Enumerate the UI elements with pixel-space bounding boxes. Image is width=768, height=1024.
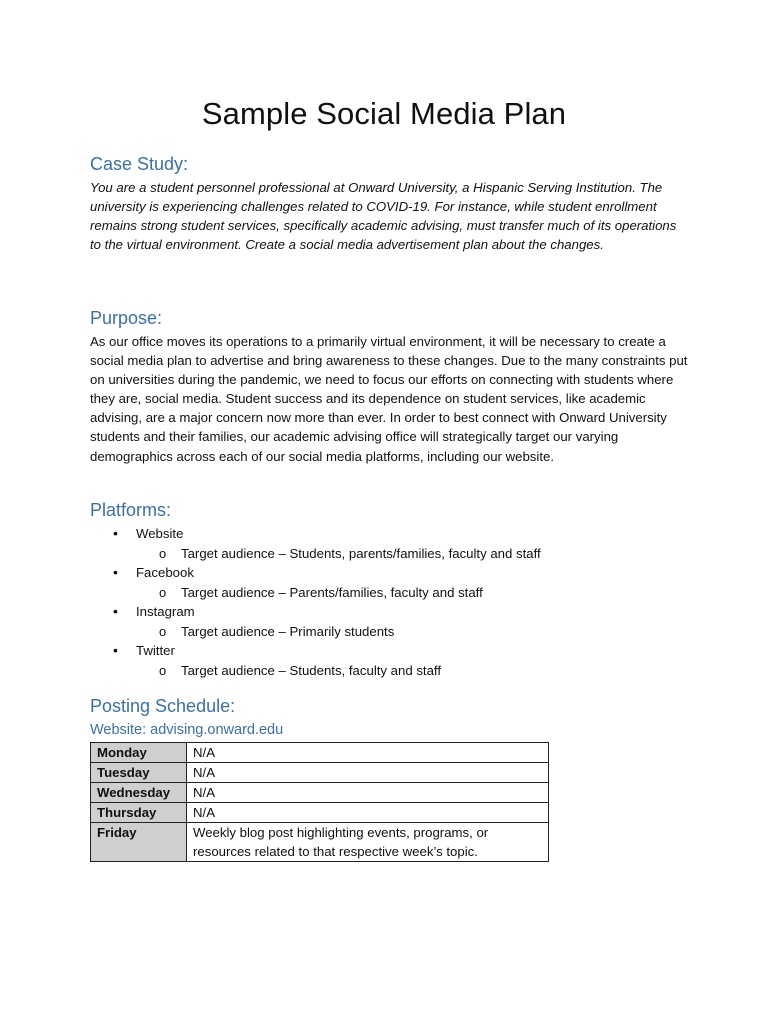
platform-name: Website bbox=[136, 526, 184, 541]
list-item bbox=[90, 622, 690, 642]
platform-name: Facebook bbox=[136, 565, 194, 580]
bullet-icon: • bbox=[113, 603, 118, 619]
platform-audience: Target audience – Parents/families, faculty and staff bbox=[181, 584, 483, 600]
platform-audience: Target audience – Students, parents/families, faculty and staff bbox=[181, 545, 541, 561]
day-cell: Friday bbox=[91, 823, 187, 862]
platform-name: Instagram bbox=[136, 604, 195, 619]
document-title: Sample Social Media Plan bbox=[201, 96, 567, 131]
sub-bullet-icon: o bbox=[159, 584, 167, 600]
list-item bbox=[90, 524, 690, 544]
table-row bbox=[91, 803, 549, 823]
day-cell: Thursday bbox=[91, 803, 187, 823]
day-cell: Wednesday bbox=[91, 783, 187, 803]
value-cell: N/A bbox=[187, 763, 549, 783]
purpose-heading: Purpose: bbox=[90, 308, 163, 328]
list-item bbox=[90, 583, 690, 603]
value-cell: Weekly blog post highlighting events, programs, or resources related to that respective week’s topic. bbox=[187, 823, 549, 862]
value-cell: N/A bbox=[187, 743, 549, 763]
case-study-heading: Case Study: bbox=[90, 154, 189, 174]
sub-bullet-icon: o bbox=[159, 623, 167, 639]
day-cell: Tuesday bbox=[91, 763, 187, 783]
list-item bbox=[90, 661, 690, 681]
table-row bbox=[91, 783, 549, 803]
bullet-icon: • bbox=[113, 525, 118, 541]
sub-bullet-icon: o bbox=[159, 662, 167, 678]
value-cell: N/A bbox=[187, 783, 549, 803]
platform-name: Twitter bbox=[136, 643, 175, 658]
schedule-table bbox=[90, 742, 549, 862]
list-item bbox=[90, 602, 690, 622]
table-row bbox=[91, 743, 549, 763]
case-study-text: You are a student personnel professional at Onward University, a Hispanic Serving Institution. The university is experiencing challenges related to COVID-19. For instance, while student enrollment remains strong student services, specifically academic advising, must transfer much of its operations to the virtual environment. Create a social media advertisement plan about the changes. bbox=[90, 180, 677, 253]
list-item bbox=[90, 641, 690, 661]
posting-schedule-heading: Posting Schedule: bbox=[90, 696, 236, 716]
platforms-list bbox=[90, 524, 690, 680]
list-item bbox=[90, 544, 690, 564]
table-row bbox=[91, 763, 549, 783]
platform-audience: Target audience – Students, faculty and staff bbox=[181, 662, 442, 678]
platforms-heading: Platforms: bbox=[90, 500, 172, 520]
bullet-icon: • bbox=[113, 564, 118, 580]
table-row bbox=[91, 823, 549, 862]
day-cell: Monday bbox=[91, 743, 187, 763]
value-cell: N/A bbox=[187, 803, 549, 823]
website-subheading: Website: advising.onward.edu bbox=[90, 722, 284, 738]
purpose-text: As our office moves its operations to a primarily virtual environment, it will be necessary to create a social media plan to advertise and bring awareness to these changes. Due to the many constraints put on universities during the pandemic, we need to focus our efforts on connecting with students where they are, social media. Student success and its dependence on student services, like academic advising, are a major concern now more than ever. In order to best connect with Onward University students and their families, our academic advising office will strategically target our varying demographics across each of our social media platforms, including our website. bbox=[90, 334, 688, 464]
list-item bbox=[90, 563, 690, 583]
sub-bullet-icon: o bbox=[159, 545, 167, 561]
bullet-icon: • bbox=[113, 642, 118, 658]
platform-audience: Target audience – Primarily students bbox=[181, 623, 395, 639]
